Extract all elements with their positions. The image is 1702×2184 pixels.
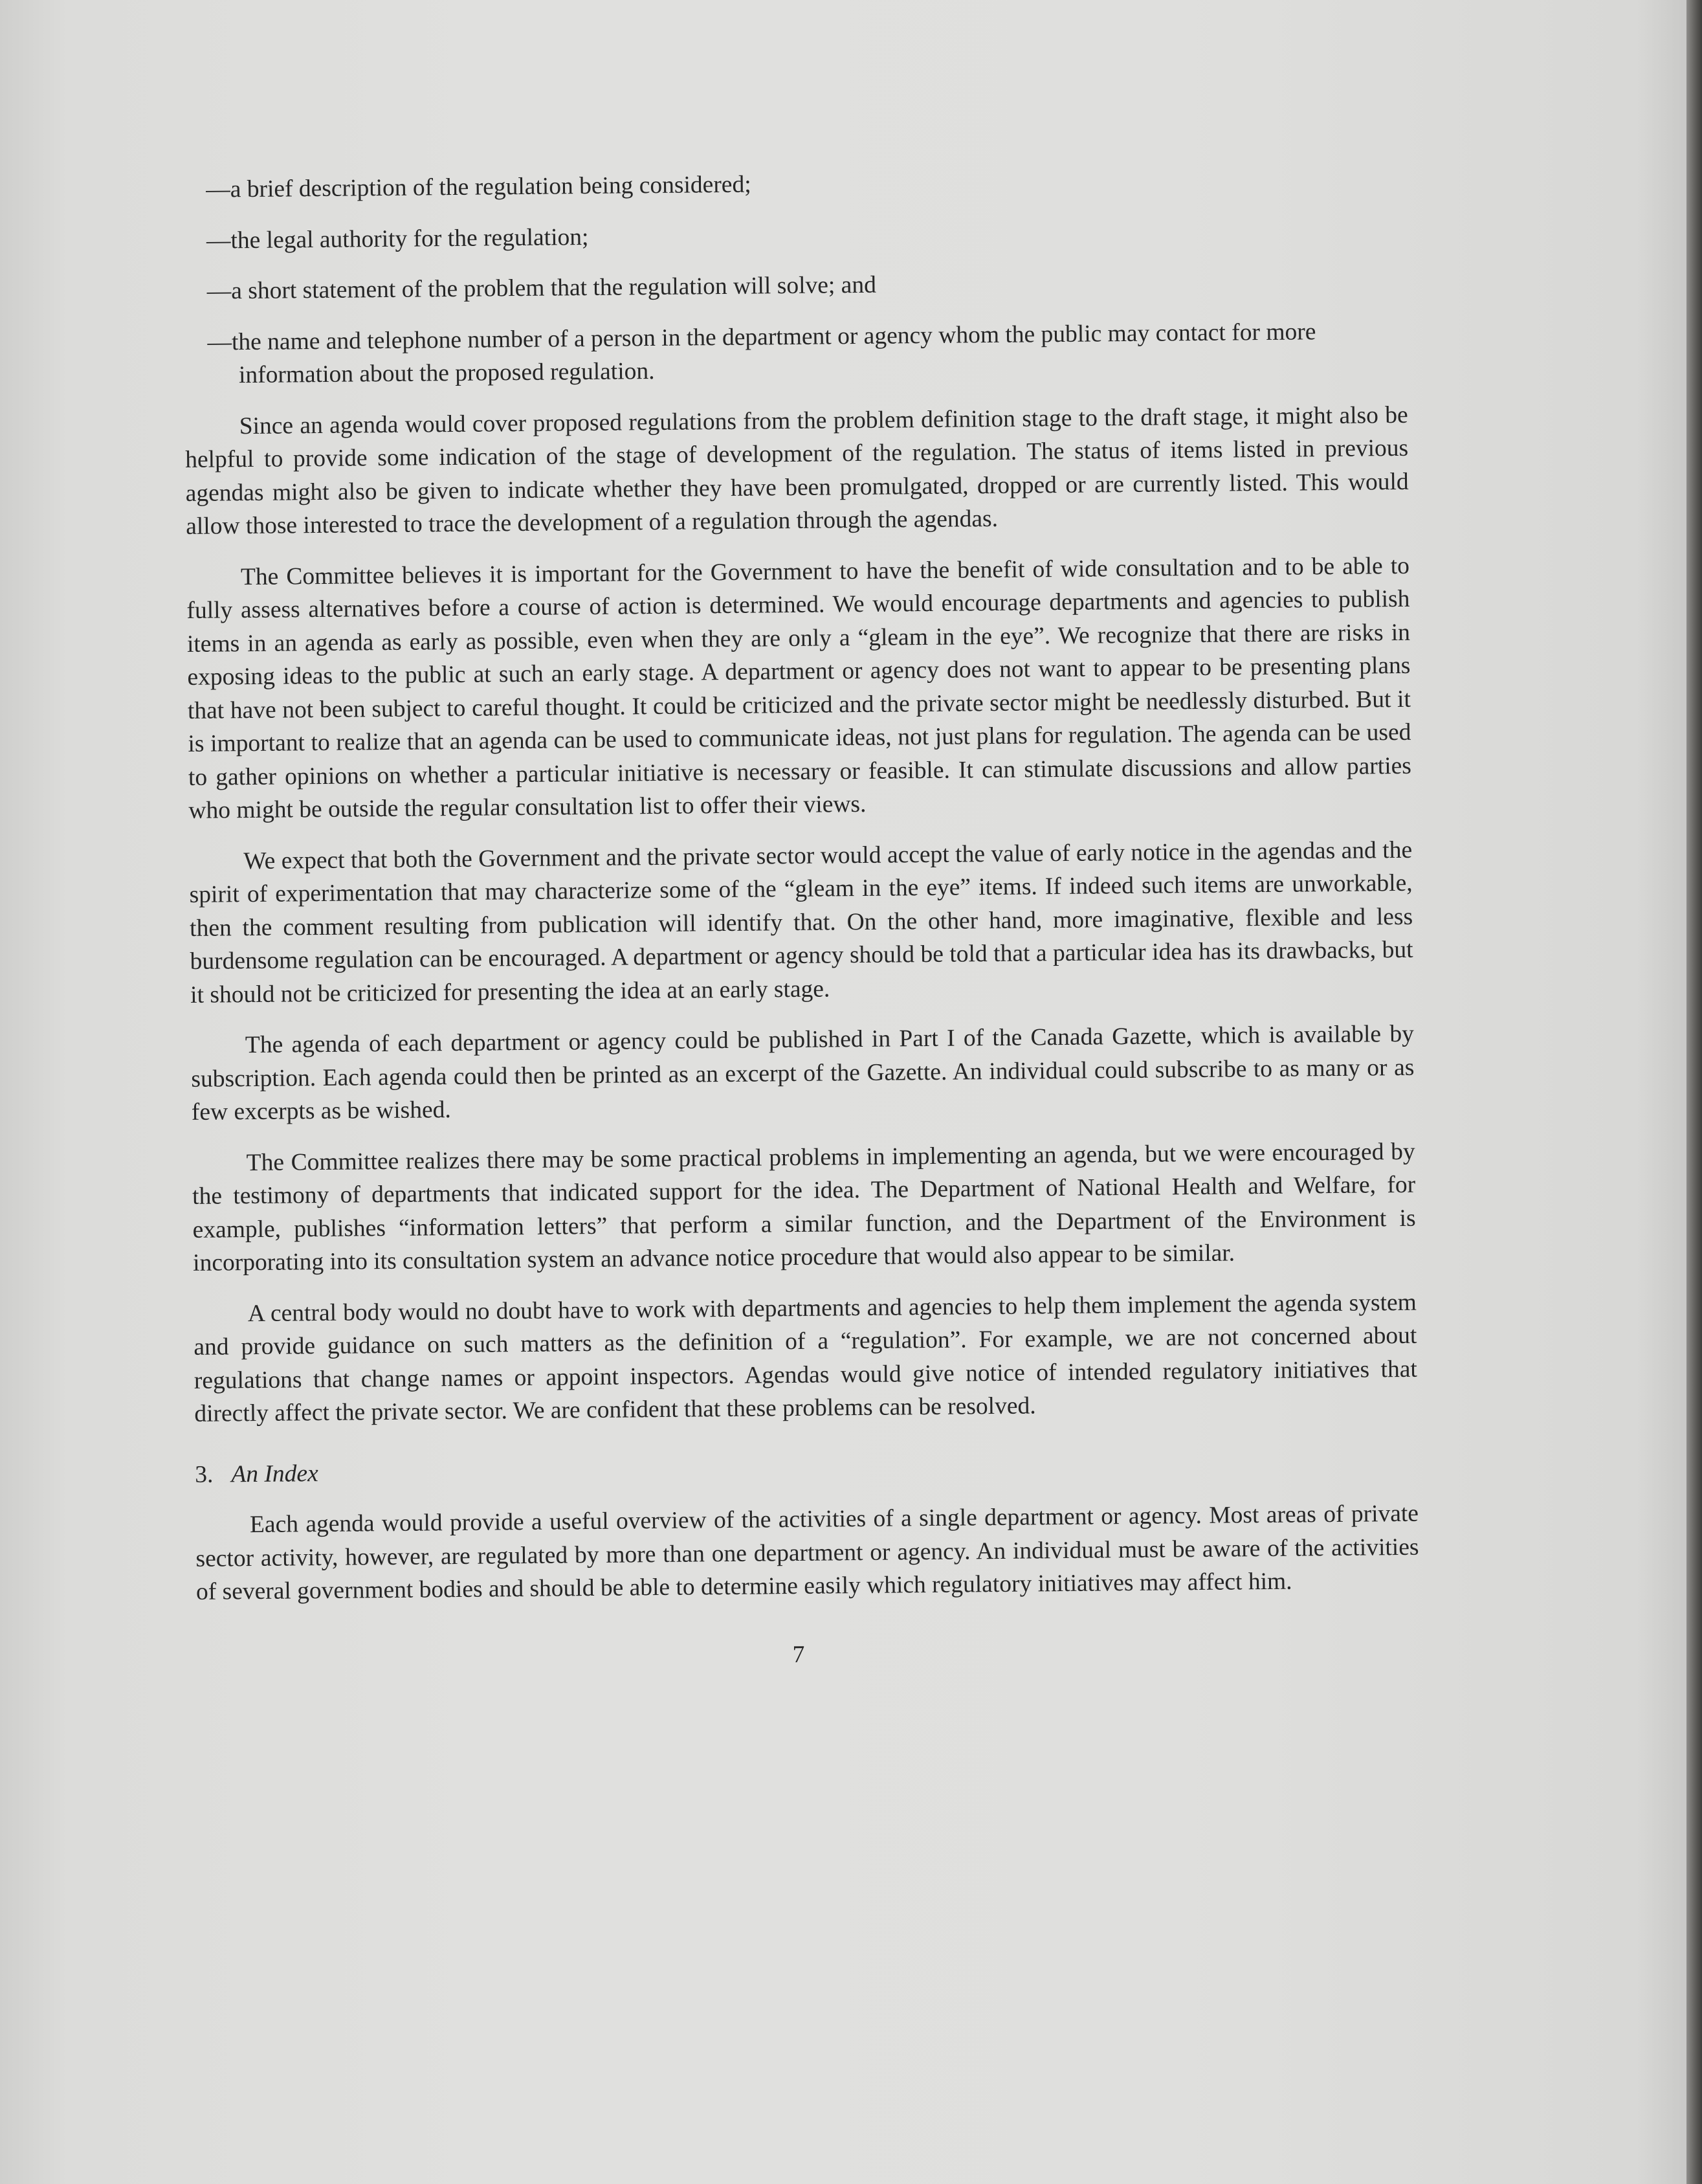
body-paragraph: A central body would no doubt have to work with departments and agencies to help them implement the agenda system and provide guidance on such matters as the definition of a “regulation”. For example, we are not concerned about regulations that change names or appoint inspectors. Agendas would give notice of intended regulatory initiatives that directly affect the private sector. We are confident that these problems can be resolved.: [193, 1289, 1418, 1427]
bullet-item: —a brief description of the regulation being considered;: [206, 171, 751, 203]
page-number: 7: [792, 1641, 805, 1668]
bullet-item: —the name and telephone number of a person in the department or agency whom the public may contact for more information about the proposed regulation.: [207, 318, 1316, 389]
page-edge-shadow: [1686, 0, 1702, 2184]
page-content: [182, 162, 1420, 1677]
body-paragraph: Each agenda would provide a useful overview of the activities of a single department or agency. Most areas of private sector activity, however, are regulated by more than one department or agency. An individual must be aware of the activities of several government bodies and should be able to determine easily which regulatory initiatives may affect him.: [195, 1500, 1419, 1605]
bullet-item: —a short statement of the problem that the regulation will solve; and: [206, 271, 877, 305]
section-heading: [195, 1446, 1418, 1491]
body-paragraph: The Committee believes it is important for the Government to have the benefit of wide consultation and to be able to fully assess alternatives before a course of action is determined. We would encourage departments and agencies to publish items in an agenda as early as possible, even when they are only a “gleam in the eye”. We recognize that there are risks in exposing ideas to the public at such an early stage. A department or agency does not want to appear to be presenting plans that have not been subject to careful thought. It could be criticized and the private sector might be needlessly disturbed. But it is important to realize that an agenda can be used to communicate ideas, not just plans for regulation. The agenda can be used to gather opinions on whether a particular initiative is necessary or feasible. It can stimulate discussions and allow parties who might be outside the regular consultation list to offer their views.: [186, 552, 1412, 824]
section-title: An Index: [231, 1460, 318, 1488]
body-paragraph: The agenda of each department or agency could be published in Part I of the Canada Gazette, which is available by subscription. Each agenda could then be printed as an excerpt of the Gazette. An individual could subscribe to as many or as few excerpts as be wished.: [191, 1020, 1415, 1126]
body-paragraph: Since an agenda would cover proposed regulations from the problem definition stage to the draft stage, it might also be helpful to provide some indication of the stage of development of the regulation. The status of items listed in previous agendas might also be given to indicate whether they have been promulgated, dropped or are currently listed. This would allow those interested to trace the development of a regulation through the agendas.: [185, 401, 1409, 540]
body-paragraph: The Committee realizes there may be some practical problems in implementing an agenda, but we were encouraged by the testimony of departments that indicated support for the idea. The Department of National Health and Welfare, for example, publishes “information letters” that perform a similar function, and the Department of the Environment is incorporating into its consultation system an advance notice procedure that would also appear to be similar.: [192, 1138, 1416, 1276]
body-paragraph: We expect that both the Government and the private sector would accept the value of early notice in the agendas and the spirit of experimentation that may characterize some of the “gleam in the eye” items. If indeed such items are unworkable, then the comment resulting from publication will identify that. On the other hand, more imaginative, flexible and less burdensome regulation can be encouraged. A department or agency should be told that a particular idea has its drawbacks, but it should not be criticized for presenting the idea at an early stage.: [189, 836, 1413, 1008]
section-number: 3.: [195, 1461, 214, 1488]
bullet-item: —the legal authority for the regulation;: [206, 223, 589, 254]
